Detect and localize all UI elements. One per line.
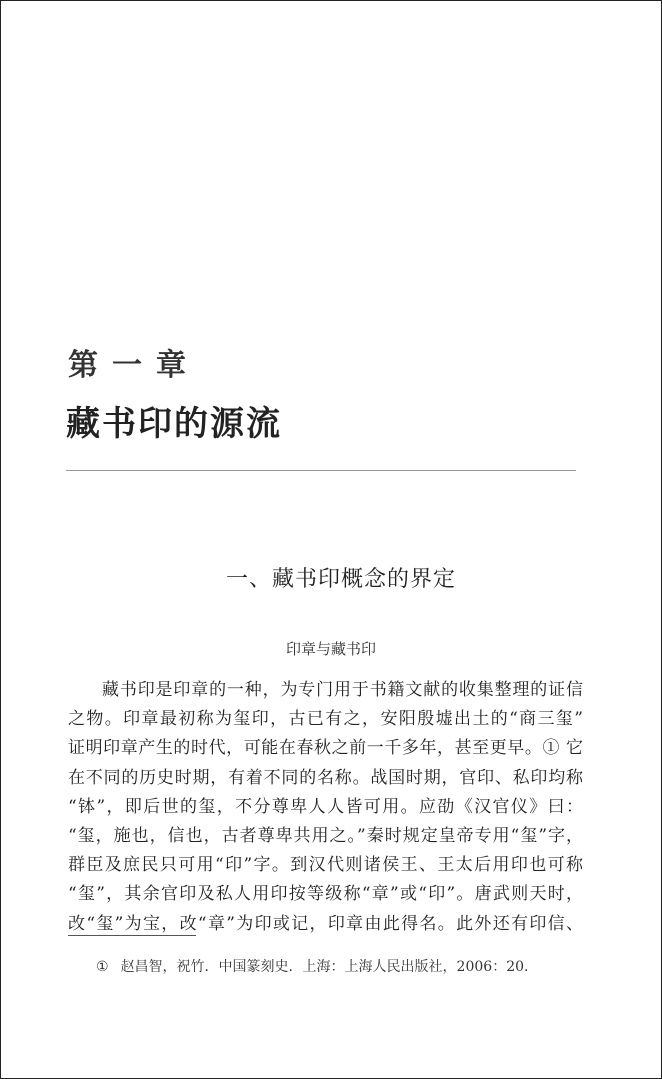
body-line: “钵”，即后世的玺，不分尊卑人人皆可用。应劭《汉官仪》曰： <box>68 796 583 817</box>
body-paragraph <box>68 676 583 939</box>
section-title: 一、藏书印概念的界定 <box>225 567 456 592</box>
footnote-text: 赵昌智，祝竹．中国篆刻史．上海：上海人民出版社，2006：20. <box>120 959 529 975</box>
chapter-divider <box>66 470 576 471</box>
body-line: “玺”，其余官印及私人用印按等级称“章”或“印”。唐武则天时， <box>68 884 583 905</box>
footnote-divider <box>68 935 196 936</box>
subsection-title: 印章与藏书印 <box>285 640 376 658</box>
footnote <box>96 956 528 976</box>
body-line: 之物。印章最初称为玺印，古已有之，安阳殷墟出土的“商三玺” <box>68 709 583 730</box>
body-line: 群臣及庶民只可用“印”字。到汉代则诸侯王、王太后用印也可称 <box>68 855 583 876</box>
body-line: “玺，施也，信也，古者尊卑共用之。”秦时规定皇帝专用“玺”字， <box>68 825 583 846</box>
body-line: 藏书印是印章的一种，为专门用于书籍文献的收集整理的证信 <box>102 680 583 700</box>
footnote-mark: ① <box>96 959 109 975</box>
body-line: 在不同的历史时期，有着不同的名称。战国时期，官印、私印均称 <box>68 767 583 788</box>
body-line: 改“玺”为宝，改“章”为印或记，印章由此得名。此外还有印信、 <box>68 913 583 934</box>
chapter-number: 第一章 <box>68 348 200 383</box>
body-line: 证明印章产生的时代，可能在春秋之前一千多年，甚至更早。① 它 <box>68 738 583 759</box>
chapter-title: 藏书印的源流 <box>66 404 282 444</box>
